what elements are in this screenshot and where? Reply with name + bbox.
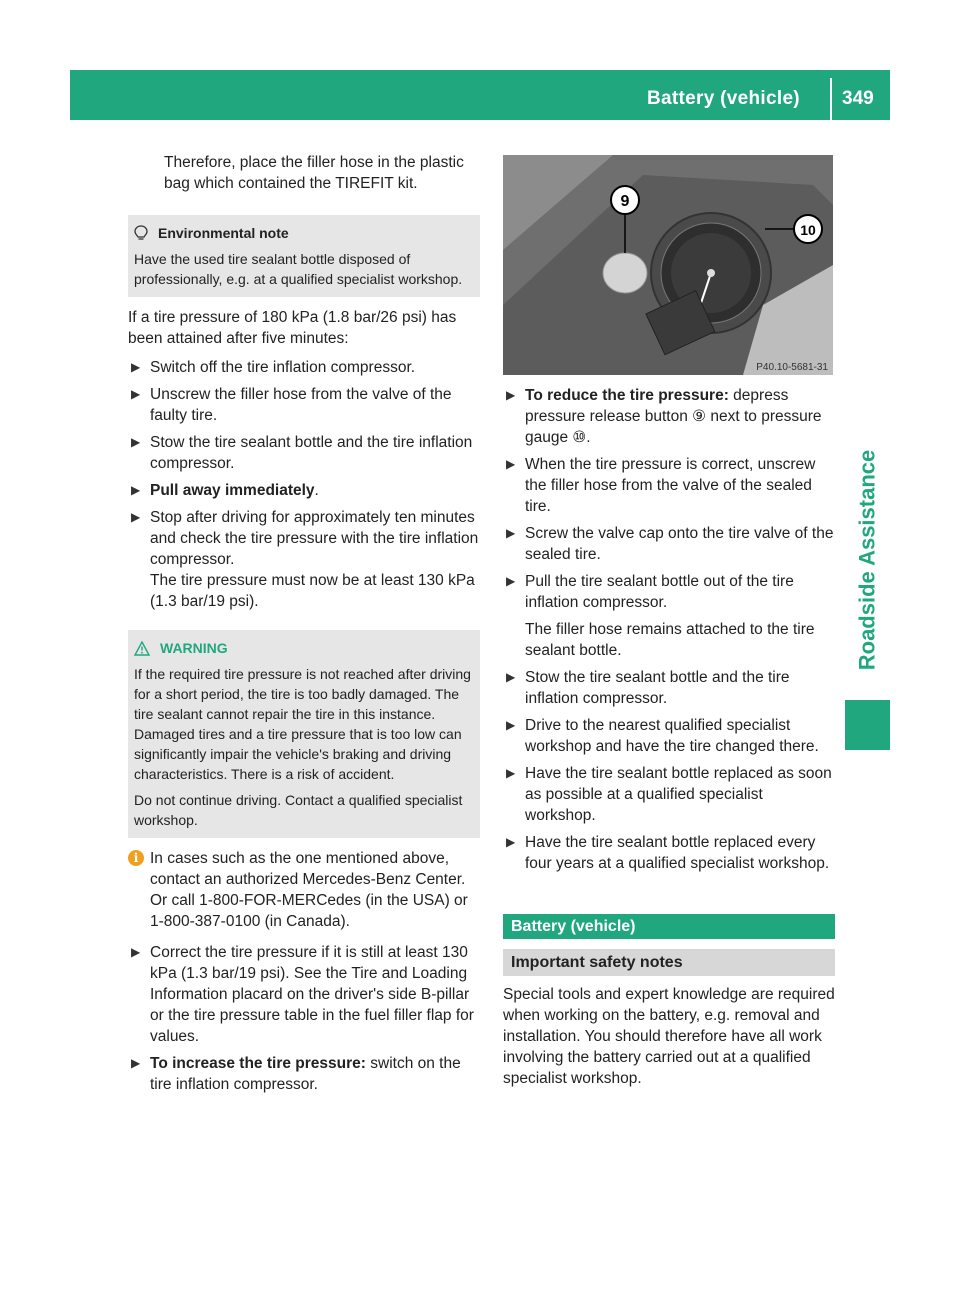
step-text: Switch off the tire inflation compressor.: [150, 359, 416, 376]
info-icon: i: [128, 850, 144, 866]
filler-note: The filler hose remains attached to the tire sealant bottle.: [525, 621, 815, 659]
step-replace-four-years: [503, 832, 835, 874]
step-arrow-icon: ▶: [131, 435, 141, 449]
step-unscrew: [128, 384, 480, 426]
side-tab-label: Roadside Assistance: [854, 449, 880, 671]
step-pull-away: ▶ Pull away immediately.: [131, 482, 319, 499]
step-arrow-icon: ▶: [131, 483, 141, 497]
step-text: Stop after driving for approximately ten minutes and check the tire pressure with the tire inflation compressor.: [150, 509, 479, 568]
step-text: Correct the tire pressure if it is still at least 130 kPa (1.3 bar/19 psi). See the Tire and Loading Information placard on the driver's side B-pillar or the tire pressure table in the fuel filler flap for values.: [150, 944, 474, 1045]
callout-9: 9: [620, 193, 630, 210]
step-text: Stow the tire sealant bottle and the tire inflation compressor.: [150, 434, 473, 472]
step-arrow-icon: ▶: [506, 388, 516, 402]
header-divider: [830, 78, 832, 120]
step-arrow-icon: ▶: [506, 766, 516, 780]
step-text: Have the tire sealant bottle replaced every four years at a qualified specialist workshop.: [525, 834, 830, 872]
running-header-title: Battery (vehicle): [647, 88, 800, 109]
warning-body-2: Do not continue driving. Contact a qualified specialist workshop.: [134, 792, 463, 828]
step-arrow-icon: ▶: [506, 835, 516, 849]
page-number: 349: [842, 88, 874, 109]
env-note-body: Have the used tire sealant bottle disposed of professionally, e.g. at a qualified specialist workshop.: [134, 251, 463, 287]
section-heading: Battery (vehicle): [503, 914, 835, 939]
step-text: Drive to the nearest qualified specialist workshop and have the tire changed there.: [525, 717, 819, 755]
right-column: [503, 155, 835, 1089]
step-text: Screw the valve cap onto the tire valve of the sealed tire.: [525, 525, 834, 563]
step-text: Stow the tire sealant bottle and the tire inflation compressor.: [525, 669, 790, 707]
env-note-head: [134, 223, 474, 243]
step-stow-2: [503, 667, 835, 709]
step-switch-off: [128, 357, 480, 378]
pressure-text: If a tire pressure of 180 kPa (1.8 bar/26 psi) has been attained after five minutes:: [128, 309, 457, 347]
step-replace-soon: [503, 763, 835, 826]
step-stow: [128, 432, 480, 474]
environmental-note: [128, 215, 480, 297]
warning-box: [128, 630, 480, 838]
env-note-title: Environmental note: [158, 225, 289, 241]
warning-title: WARNING: [160, 640, 228, 656]
side-square: [845, 700, 890, 750]
subsection-heading: Important safety notes: [503, 949, 835, 976]
step-arrow-icon: ▶: [131, 510, 141, 524]
increase-text: switch on the tire inflation compressor.: [150, 1055, 461, 1093]
lightbulb-icon: [134, 225, 148, 241]
info-text: In cases such as the one mentioned above, contact an authorized Mercedes-Benz Center. Or call 1-800-FOR-MERCedes (in the USA) or 1-800-387-0100 (in Canada).: [150, 850, 468, 930]
intro-text: Therefore, place the filler hose in the plastic bag which contained the TIREFIT kit.: [164, 154, 464, 192]
step-arrow-icon: ▶: [506, 457, 516, 471]
step-arrow-icon: ▶: [506, 718, 516, 732]
step-text: Unscrew the filler hose from the valve of the faulty tire.: [150, 386, 452, 424]
left-column: [128, 205, 480, 1101]
step-text-2: The tire pressure must now be at least 130 kPa (1.3 bar/19 psi).: [150, 572, 475, 610]
step-arrow-icon: ▶: [131, 360, 141, 374]
step-unscrew-hose: [503, 454, 835, 517]
step-arrow-icon: ▶: [506, 526, 516, 540]
callout-10: 10: [800, 222, 816, 238]
compressor-illustration: [503, 155, 833, 375]
pull-away-text: Pull away immediately: [150, 482, 315, 499]
step-arrow-icon: ▶: [131, 945, 141, 959]
step-correct: [128, 942, 480, 1047]
step-reduce: [503, 385, 835, 448]
reduce-text: depress pressure release button ⑨ next to pressure gauge ⑩.: [525, 387, 822, 446]
warning-head: [134, 638, 474, 658]
warning-body: If the required tire pressure is not reached after driving for a short period, the tire is too badly damaged. The tire sealant cannot repair the tire in this instance. Damaged tires and a tire pressure that is too low can significantly impair the vehicle's braking and driving characteristics. There is a risk of accident.: [134, 666, 471, 782]
increase-label: To increase the tire pressure:: [150, 1055, 366, 1072]
warning-triangle-icon: [134, 641, 150, 656]
step-text: Pull the tire sealant bottle out of the tire inflation compressor.: [525, 573, 794, 611]
step-arrow-icon: ▶: [506, 670, 516, 684]
step-increase: [128, 1053, 480, 1095]
step-valve-cap: [503, 523, 835, 565]
step-arrow-icon: ▶: [131, 1056, 141, 1070]
reduce-label: To reduce the tire pressure:: [525, 387, 729, 404]
safety-text: Special tools and expert knowledge are required when working on the battery, e.g. removal and installation. You should therefore have all work involving the battery carried out at a qualified specialist workshop.: [503, 986, 835, 1087]
step-text: When the tire pressure is correct, unscrew the filler hose from the valve of the sealed tire.: [525, 456, 816, 515]
step-arrow-icon: ▶: [506, 574, 516, 588]
step-text: Have the tire sealant bottle replaced as soon as possible at a qualified specialist workshop.: [525, 765, 832, 824]
info-note: [128, 848, 480, 932]
figure-code: P40.10-5681-31: [756, 362, 828, 373]
compressor-figure: [503, 155, 833, 375]
step-stop: [128, 507, 480, 612]
side-tab: [845, 440, 890, 680]
left-column-top: [146, 152, 481, 194]
step-pull-bottle: [503, 571, 835, 661]
step-drive: [503, 715, 835, 757]
step-arrow-icon: ▶: [131, 387, 141, 401]
